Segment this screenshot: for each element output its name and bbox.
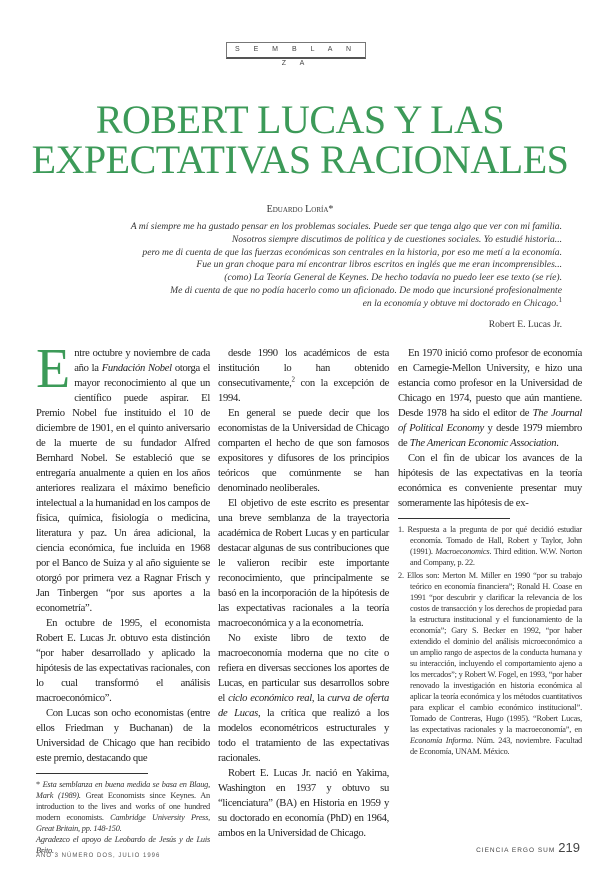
- footnote-ref: 1: [558, 295, 562, 304]
- text-run: Fundación Nobel: [101, 363, 172, 374]
- epigraph-line: Me di cuenta de que no podía hacerlo como un aficionado. De modo que incursioné profesionalmente: [170, 284, 562, 296]
- page-footer: [476, 840, 580, 859]
- text-run: ciclo económico real: [228, 693, 312, 704]
- footnotes: [398, 524, 582, 757]
- text-run: The American Economic Association: [409, 438, 557, 449]
- paragraph: [398, 451, 582, 511]
- text-run: Great Economists since Keynes. An introduction to the lives and works of one hundred modern economists.: [36, 791, 211, 822]
- column-2: [218, 346, 389, 841]
- paragraph: [218, 496, 389, 631]
- epigraph-line: (como) La Teoría General de Keynes. De hecho todavía no puedo leer ese texto (se ríe).: [224, 272, 562, 284]
- epigraph-signature: Robert E. Lucas Jr.: [488, 319, 562, 330]
- paragraph: [36, 616, 210, 706]
- paragraph: [218, 766, 389, 841]
- text-run: ntre octubre y noviembre de cada año la: [74, 348, 210, 374]
- journal-name: CIENCIA ERGO SUM: [476, 847, 556, 854]
- title-line: EXPECTATIVAS RACIONALES: [31, 137, 569, 182]
- epigraph-line: A mí siempre me ha gustado pensar en los problemas sociales. Puede ser que tenga algo que ver con mi familia.: [130, 221, 562, 232]
- epigraph-line: en la economía y obtuve mi doctorado en Chicago.: [362, 297, 559, 309]
- text-run: , la crítica que realizó a los modelos econométricos estructurales y todo el tratamiento de las expectativas racionales.: [218, 708, 390, 764]
- text-run: En octubre de 1995, el economista Robert E. Lucas Jr. obtuvo esta distinción “por haber desarrollado y aplicado la hipótesis de las expectativas racionales, con lo cual transformó el análisis macroeconómico”.: [36, 618, 210, 704]
- text-run: .: [556, 438, 559, 449]
- footnote-ref: 2: [291, 375, 295, 384]
- column-3: [398, 346, 582, 759]
- paragraph: [218, 406, 389, 496]
- issue-info: AÑO 3 NÚMERO DOS, JULIO 1996: [36, 853, 161, 859]
- text-run: . Third edition. W.W. Norton and Company, p. 22.: [410, 547, 582, 567]
- text-run: Robert E. Lucas Jr. nació en Yakima, Washington en 1937 y obtuvo su “licenciatura” (BA) en Historia en 1959 y su doctorado en economía (PhD) en 1964, ambos en la Universidad de Chicago.: [218, 768, 389, 839]
- footnote: [398, 570, 582, 757]
- text-run: con la excepción de 1994.: [218, 378, 389, 404]
- paragraph: [398, 346, 582, 451]
- author-name: Eduardo Loría*: [266, 204, 334, 215]
- text-run: curva de oferta de Lucas: [218, 693, 389, 719]
- paragraph: [36, 706, 210, 766]
- text-run: The Journal of Political Economy: [398, 408, 582, 434]
- text-run: Economía Informa: [410, 736, 472, 745]
- text-run: El objetivo de este escrito es presentar una breve semblanza de la trayectoria académica de Robert Lucas y en particular destacar algunas de sus contribuciones que le valieron recibir este importante reconocimiento, que principalmente se basó en la incorporación de la hipótesis de las expectativas racionales a la teoría macroeconómica y a la econometría.: [218, 498, 389, 629]
- drop-cap: E: [36, 338, 71, 400]
- epigraph-line: pero me di cuenta de que las fuerzas económicas son centrales en la historia, por eso me metí a la economía.: [142, 246, 562, 258]
- epigraph: [22, 221, 562, 311]
- page-number: 219: [558, 840, 580, 855]
- text-run: otorga el mayor reconocimiento al que un científico puede aspirar. El Premio Nobel fue instituido el 10 de diciembre de 1901, en el quinto aniversario de la muerte de su fundador Alfred Bernhard Nobel. Se estableció que se entregaría anualmente a quien en los años anteriores realizara el máximo beneficio intelectual a la humanidad en los campos de física, química, fisiología o medicina, literatura y paz. Un área adicional, la ciencia económica, fue incluida en 1968 por el Banco de Suiza y al año siguiente se otorgó por primera vez a Ragnar Frisch y Jan Tinbergen “por sus aportes a la econometría”.: [36, 363, 210, 614]
- article-title: [0, 97, 600, 182]
- epigraph-line: Fue un gran choque para mí encontrar libros escritos en inglés que me eran incomprensibles...: [196, 259, 562, 271]
- text-run: Con Lucas son ocho economistas (entre ellos Friedman y Buchanan) de la Universidad de Chicago que han recibido este premio, destacando que: [36, 708, 210, 764]
- text-run: . Núm. 243, noviembre. Facultad de Economía, UNAM. México.: [410, 736, 583, 756]
- title-line: ROBERT LUCAS Y LAS: [95, 97, 505, 142]
- column-1: [36, 338, 211, 856]
- paragraph: [218, 631, 389, 766]
- author-footnote: [36, 779, 210, 856]
- text-run: Agradezco el apoyo de Leobardo de Jesús y de Luis Brito.: [36, 835, 210, 855]
- text-run: No existe libro de texto de macroeconomía moderna que no cite o refiera en diversas secciones los aportes de Lucas, en particular sus desarrollos sobre el: [218, 633, 389, 704]
- footnote-divider: [36, 773, 148, 774]
- footnote-divider: [398, 518, 510, 519]
- text-run: Cambridge University Press, Great Britain, pp. 148-150.: [36, 813, 210, 833]
- epigraph-line: Nosotros siempre discutimos de política y de cuestiones sociales. Yo estudié historia...: [231, 233, 562, 245]
- text-run: *: [36, 780, 43, 789]
- text-run: , la: [311, 693, 328, 704]
- section-label: S E M B L A N Z A: [226, 42, 366, 59]
- text-run: En 1970 inició como profesor de economía en Carnegie-Mellon University, e hizo una estancia como profesor en la Universidad de Chicago en 1974, puesto que aún mantiene. Desde 1978 ha sido el editor de: [398, 348, 582, 419]
- text-run: Macroeconomics: [435, 547, 490, 556]
- text-run: Esta semblanza en buena medida se basa en Blaug, Mark (1989).: [36, 780, 210, 800]
- footnote: [398, 524, 582, 568]
- text-run: 2. Ellos son: Merton M. Miller en 1990 “por su trabajo teórico en economía financiera”; Ronald H. Coase en 1991 “por descubrir y clarificar la relevancia de los costos de transacción y los derechos de propiedad para la estructura institucional y el funcionamiento de la economía”; Gary S. Becker en 1992, “por haber extendido el dominio del análisis microeconómico a un amplio rango de aspectos de la conducta humana y su interacción, incluyendo el comportamiento ajeno a los mercados”; y Robert W. Fogel, en 1993, “por haber renovado la investigación en historia económica al aplicar la teoría económica y los métodos cuantitativos para explicar el cambio económico institucional”. Tomado de Contreras, Hugo (1995). “Robert Lucas, las expectativas racionales y la macroeconomía”, en: [398, 571, 582, 734]
- text-run: En general se puede decir que los economistas de la Universidad de Chicago comparten el hecho de que son famosos expositores y difusores de los principios teóricos que comúnmente se han denominado neoliberales.: [218, 408, 389, 494]
- paragraph: [218, 346, 389, 406]
- text-run: desde 1990 los académicos de esta institución lo han obtenido consecutivamente,: [218, 348, 389, 389]
- text-run: Con el fin de ubicar los avances de la hipótesis de las expectativas en la teoría económica es conveniente presentar muy someramente las hipótesis de ex-: [398, 453, 582, 509]
- text-run: 1. Respuesta a la pregunta de por qué decidió estudiar economía. Tomado de Hall, Robert y Taylor, John (1991).: [398, 525, 582, 556]
- footnote: [36, 779, 210, 834]
- text-run: y desde 1979 miembro de: [398, 423, 582, 449]
